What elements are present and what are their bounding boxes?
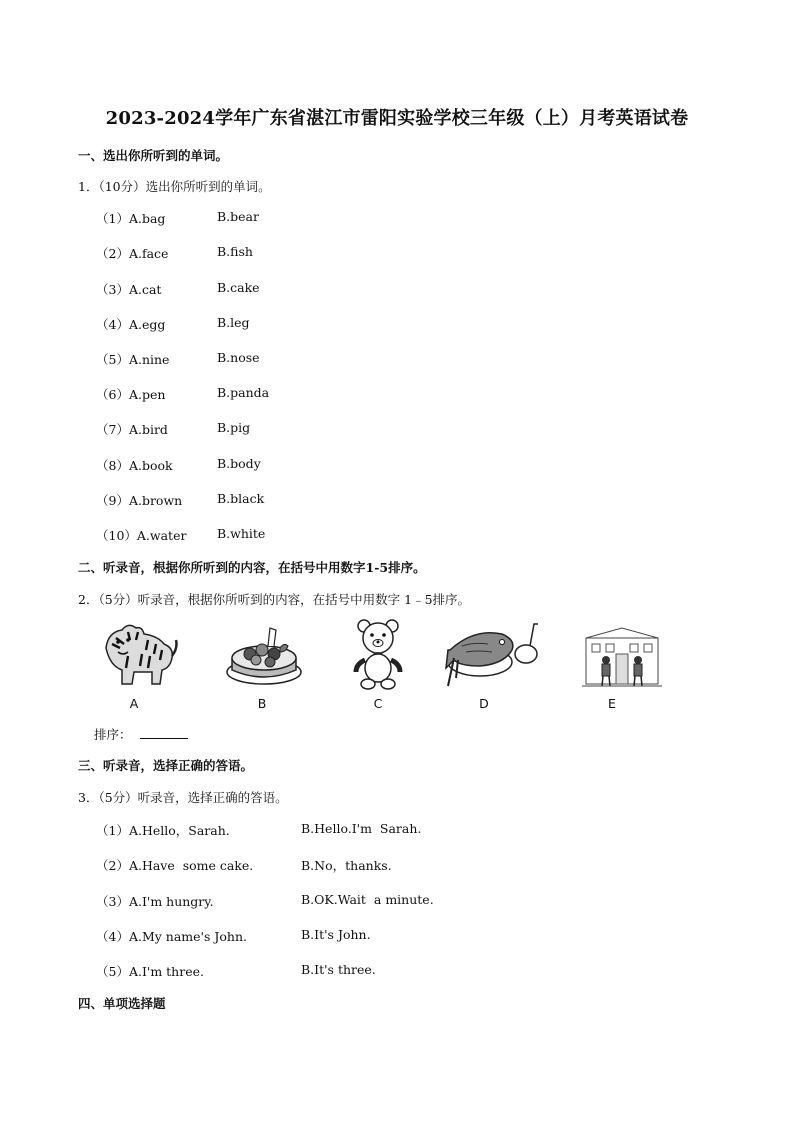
option-a: （2）A.Have some cake.: [96, 858, 254, 873]
option-b: B.nose: [217, 350, 260, 365]
option-b: B.It's three.: [301, 962, 376, 977]
page-title: 2023-2024学年广东省湛江市雷阳实验学校三年级（上）月考英语试卷: [105, 108, 689, 129]
picture-label: D: [479, 696, 489, 711]
option-a: （7）A.bird: [96, 422, 168, 437]
picture-label: B: [257, 696, 267, 711]
option-b: B.fish: [217, 244, 253, 259]
section-4-heading: 四、单项选择题: [78, 996, 166, 1011]
option-a: （2）A.face: [96, 246, 169, 261]
question-2: 2．（5分）听录音，根据你所听到的内容，在括号中用数字 1﹣5排序。: [78, 592, 471, 607]
option-a: （3）A.cat: [96, 282, 162, 297]
order-answer: [94, 725, 188, 743]
tiger-icon: [98, 618, 178, 690]
fish-icon: [444, 620, 544, 690]
picture-label: E: [608, 696, 616, 711]
option-a: （9）A.brown: [96, 493, 183, 508]
option-b: B.No，thanks.: [301, 858, 392, 873]
option-b: B.Hello.I'm Sarah.: [301, 821, 422, 836]
option-b: B.bear: [217, 209, 259, 224]
option-b: B.It's John.: [301, 927, 371, 942]
option-b: B.white: [217, 526, 266, 541]
option-b: B.leg: [217, 315, 250, 330]
option-a: （5）A.nine: [96, 352, 170, 367]
order-blank[interactable]: [140, 728, 188, 739]
picture-label: C: [373, 696, 383, 711]
option-b: B.panda: [217, 385, 270, 400]
option-a: （1）A.Hello，Sarah.: [96, 823, 230, 838]
section-2-heading: 二、听录音，根据你所听到的内容，在括号中用数字1-5排序。: [78, 560, 426, 575]
section-3-heading: 三、听录音，选择正确的答语。: [78, 758, 254, 773]
option-a: （4）A.egg: [96, 317, 166, 332]
question-1: 1．（10分）选出你所听到的单词。: [78, 179, 271, 194]
option-a: （6）A.pen: [96, 387, 166, 402]
question-3: 3．（5分）听录音，选择正确的答语。: [78, 790, 288, 805]
option-a: （5）A.I'm three.: [96, 964, 204, 979]
option-b: B.pig: [217, 420, 251, 435]
option-b: B.cake: [217, 280, 260, 295]
option-a: （4）A.My name's John.: [96, 929, 247, 944]
cake-icon: [224, 622, 304, 690]
option-a: （3）A.I'm hungry.: [96, 894, 214, 909]
picture-label: A: [129, 696, 139, 711]
order-label: 排序：: [94, 727, 132, 742]
picture-row: [96, 618, 676, 718]
option-a: （1）A.bag: [96, 211, 166, 226]
option-a: （10）A.water: [96, 528, 187, 543]
option-b: B.body: [217, 456, 261, 471]
option-b: B.OK.Wait a minute.: [301, 892, 434, 907]
school-children-icon: [582, 624, 662, 690]
teddy-bear-icon: [350, 618, 406, 690]
section-1-heading: 一、选出你所听到的单词。: [78, 148, 229, 163]
option-b: B.black: [217, 491, 265, 506]
option-a: （8）A.book: [96, 458, 173, 473]
